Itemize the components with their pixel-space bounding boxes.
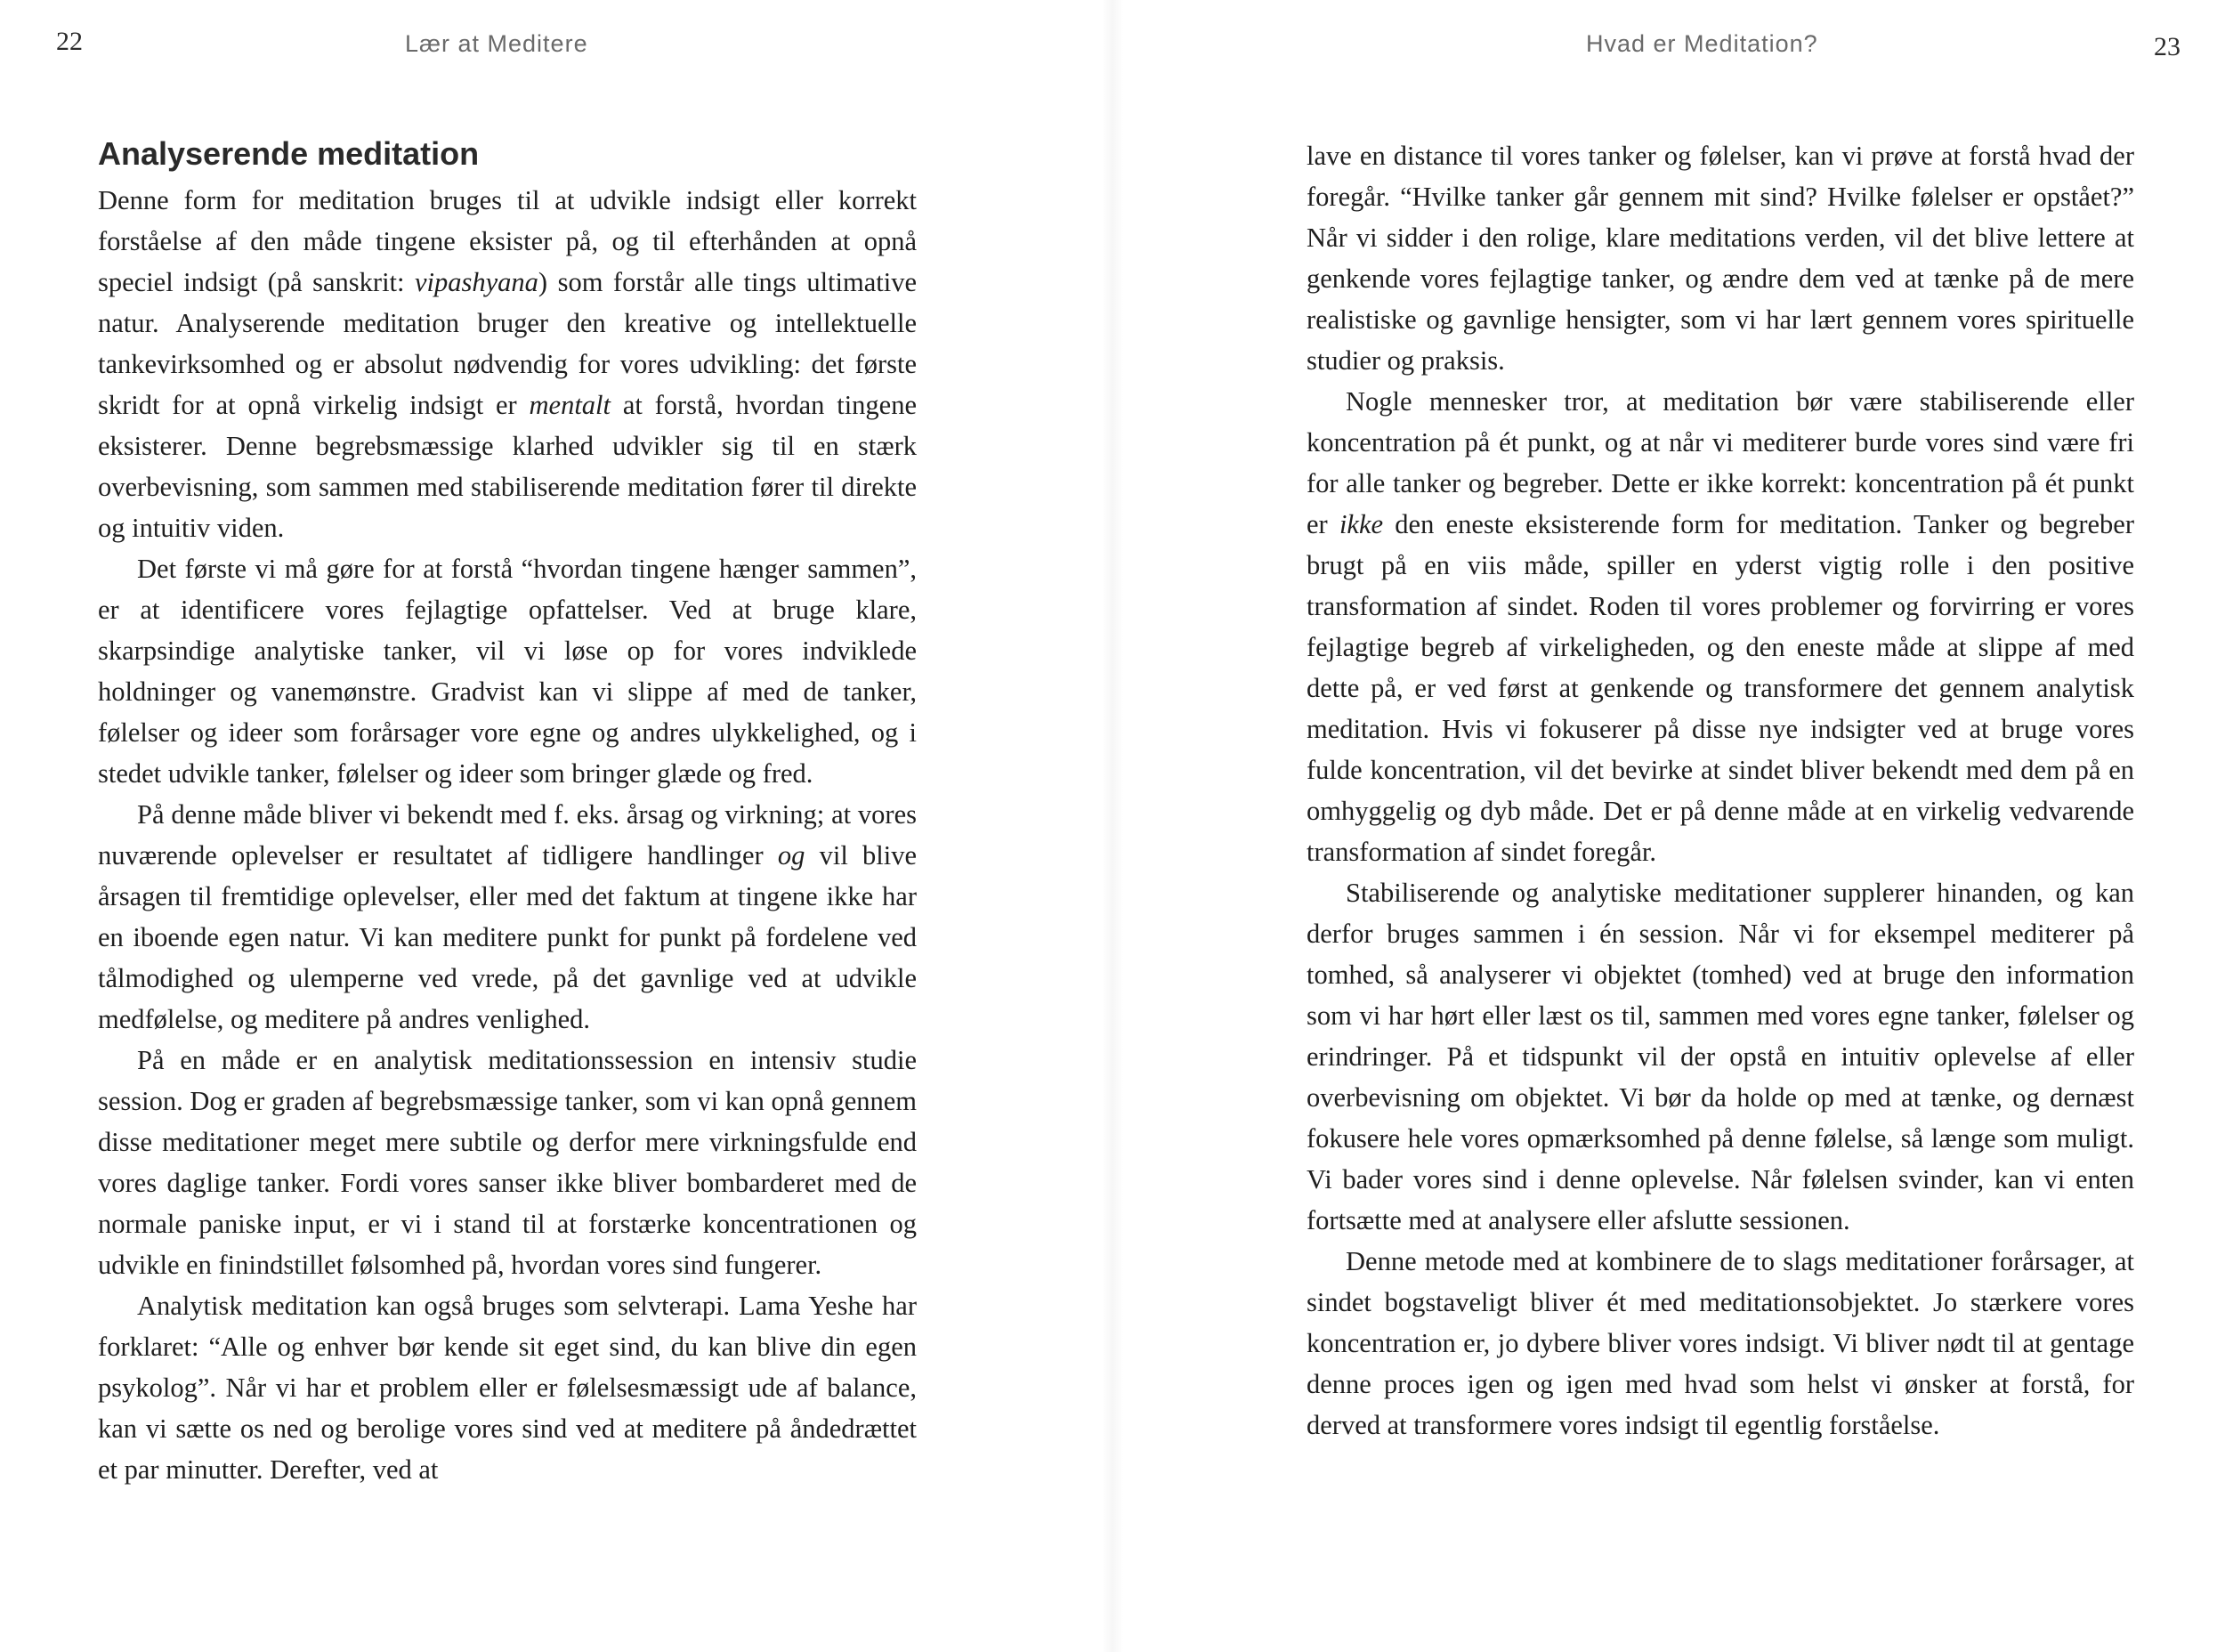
left-page-body: [98, 134, 917, 1490]
italic-term: og: [777, 840, 805, 871]
paragraph: lave en distance til vores tanker og følelser, kan vi prøve at forstå hvad der foregår. “Hvilke tanker går gennem mit sind? Hvilke følelser er opstået?” Når vi sidder i den rolige, klare meditations verden, vil det blive lettere at genkende vores fejlagtige tanker, og ændre dem ved at tænke på de mere realistiske og gavnlige hensigter, som vi har lært gennem vores spirituelle studier og praksis.: [1307, 141, 2134, 376]
running-head-left: Lær at Meditere: [405, 30, 588, 57]
paragraph: Denne metode med at kombinere de to slags meditationer forårsager, at sindet bogstaveligt bliver ét med meditationsobjektet. Jo stærkere vores koncentration er, jo dybere bliver vores indsigt. Vi bliver nødt til at gentage denne proces igen og igen med hvad som helst vi ønsker at forstå, for derved at transformere vores indsigt til egentlig forståelse.: [1307, 1246, 2134, 1440]
page-number-right: 23: [2154, 32, 2180, 61]
paragraph: Stabiliserende og analytiske meditationer supplerer hinanden, og kan derfor bruges sammen i én session. Når vi for eksempel mediterer på tomhed, så analyserer vi objektet (tomhed) ved at bruge den information som vi har hørt eller læst os til, sammen med vores egne tanker, følelser og erindringer. På et tidspunkt vil der opstå en intuitiv oplevelse af eller overbevisning om objektet. Vi bør da holde op med at tænke, og dernæst fokusere hele vores opmærksomhed på denne følelse, så længe som muligt. Vi bader vores sind i denne oplevelse. Når følelsen svinder, kan vi enten fortsætte med at analysere eller afslutte sessionen.: [1307, 878, 2134, 1235]
paragraph-text: den eneste eksisterende form for meditation. Tanker og begreber brugt på en viis måde, spiller en yderst vigtig rolle i den positive transformation af sindet. Roden til vores problemer og forvirring er vores fejlagtige begreb af virkeligheden, og den eneste måde at slippe af med dette på, er ved først at genkende og transformere det gennem analytisk meditation. Hvis vi fokuserer på disse nye indsigter ved at bruge vores fulde koncentration, vil det bevirke at sindet bliver bekendt med dem på en omhyggelig og dyb måde. Det er på denne måde at en virkelig vedvarende transformation af sindet foregår.: [1307, 509, 2135, 867]
italic-term: vipashyana: [415, 267, 538, 297]
paragraph-text: vil blive årsagen til fremtidige oplevelser, eller med det faktum at tingene ikke har en iboende egen natur. Vi kan meditere punkt for punkt på fordelene ved tålmodighed og ulemperne ved vrede, på det gavnlige ved at udvikle medfølelse, og meditere på andres venlighed.: [98, 840, 918, 1034]
paragraph: På en måde er en analytisk meditationssession en intensiv studie session. Dog er graden af begrebsmæssige tanker, som vi kan opnå gennem disse meditationer meget mere subtile og derfor mere virkningsfulde end vores daglige tanker. Fordi vores sanser ikke bliver bombarderet med de normale paniske input, er vi i stand til at forstærke koncentrationen og udvikle en finindstillet følsomhed på, hvordan vores sind fungerer.: [98, 1045, 917, 1280]
paragraph: Analytisk meditation kan også bruges som selvterapi. Lama Yeshe har forklaret: “Alle og enhver bør kende sit eget sind, du kan blive din egen psykolog”. Når vi har et problem eller er følelsesmæssigt ude af balance, kan vi sætte os ned og berolige vores sind ved at meditere på åndedrættet et par minutter. Derefter, ved at: [98, 1291, 917, 1485]
running-head-right: Hvad er Meditation?: [1586, 30, 1818, 57]
italic-term: mentalt: [529, 390, 611, 420]
paragraph-text: På denne måde bliver vi bekendt med f. eks. årsag og virkning; at vores nuværende oplevelser er resultatet af tidligere handlinger: [98, 799, 917, 871]
paragraph-text: ) som forstår alle tings ultimative natur. Analyserende meditation bruger den kreative og intellektuelle tankevirksomhed og er absolut nødvendig for vores udvikling: det første skridt for at opnå virkelig indsigt er: [98, 267, 917, 420]
paragraph: [98, 794, 917, 1040]
paragraph-text: Nogle mennesker tror, at meditation bør være stabiliserende eller koncentration på ét punkt, og at når vi mediterer burde vores sind være fri for alle tanker og begreber. Dette er ikke korrekt: koncentration på ét punkt er: [1307, 386, 2134, 539]
paragraph: [1307, 381, 2134, 872]
paragraph: [98, 180, 917, 548]
section-heading: Analyserende meditation: [98, 135, 480, 172]
paragraph: Det første vi må gøre for at forstå “hvordan tingene hænger sammen”, er at identificere vores fejlagtige opfattelser. Ved at bruge klare, skarpsindige analytiske tanker, vil vi løse op for vores indviklede holdninger og vanemønstre. Gradvist kan vi slippe af med de tanker, følelser og ideer som forårsager vore egne og andres ulykkelighed, og i stedet udvikle tanker, følelser og ideer som bringer glæde og fred.: [98, 554, 917, 789]
page-number-left: 22: [56, 27, 83, 56]
paragraph-text: at forstå, hvordan tingene eksisterer. Denne begrebsmæssige klarhed udvikler sig til en stærk overbevisning, som sammen med stabiliserende meditation fører til direkte og intuitiv viden.: [98, 390, 917, 543]
right-page-body: [1307, 135, 2134, 1446]
italic-term: ikke: [1339, 509, 1384, 539]
paragraph-text: Denne form for meditation bruges til at udvikle indsigt eller korrekt forståelse af den måde tingene eksister på, og til efterhånden at opnå speciel indsigt (på sanskrit:: [98, 185, 917, 297]
right-page: [1112, 0, 2225, 1652]
left-page: [0, 0, 1112, 1652]
